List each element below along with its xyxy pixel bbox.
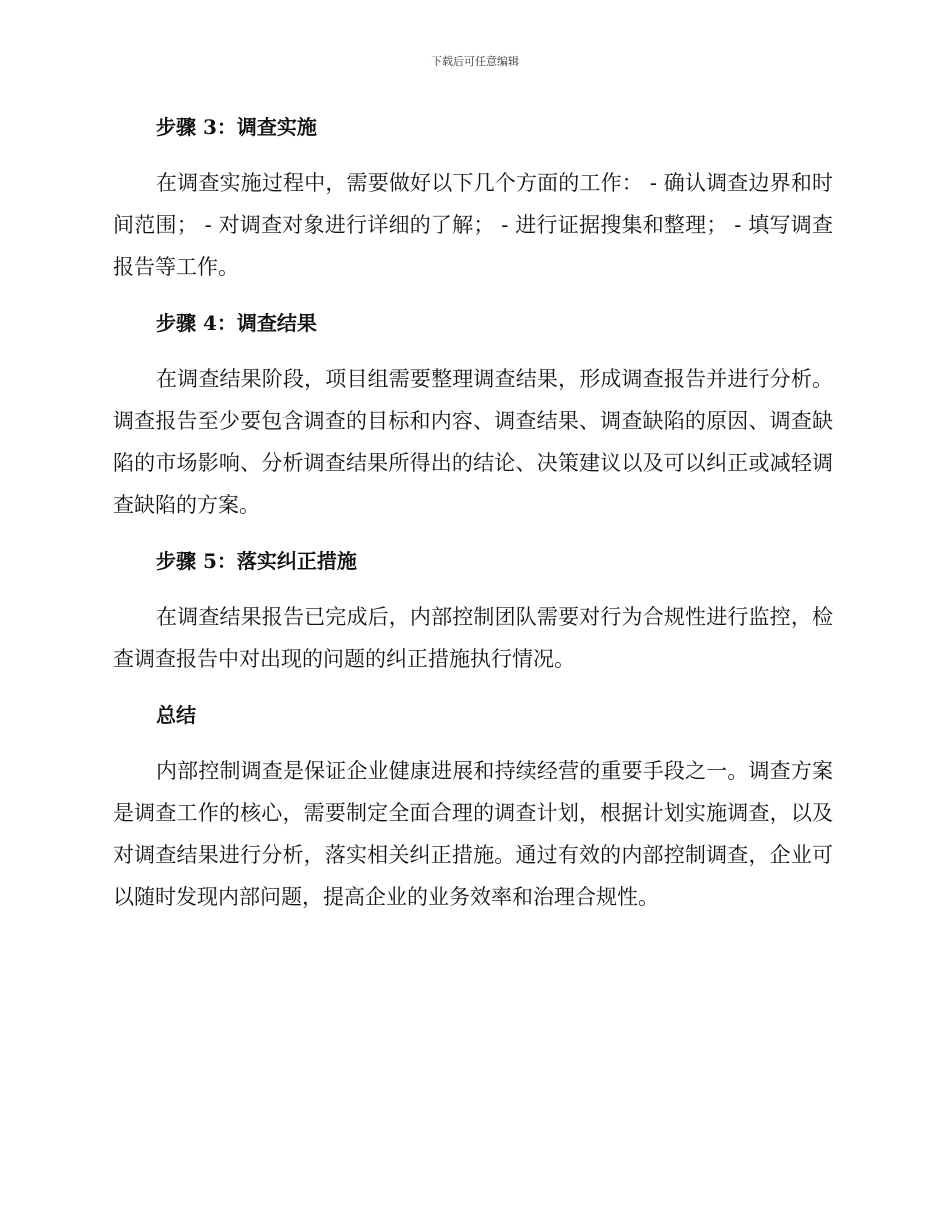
section-heading: 总结	[156, 703, 196, 727]
section-paragraph: 在调查结果报告已完成后，内部控制团队需要对行为合规性进行监控，检查调查报告中对出现的问题的纠正措施执行情况。	[113, 605, 833, 671]
section-paragraph: 在调查实施过程中，需要做好以下几个方面的工作： - 确认调查边界和时间范围； - 对调查对象进行详细的了解； - 进行证据搜集和整理； - 填写调查报告等工作。	[113, 171, 833, 279]
section-summary	[113, 698, 833, 918]
section-heading: 步骤 3：调查实施	[156, 115, 317, 139]
section-step-3	[113, 110, 833, 288]
section-paragraph: 在调查结果阶段，项目组需要整理调查结果，形成调查报告并进行分析。调查报告至少要包含调查的目标和内容、调查结果、调查缺陷的原因、调查缺陷的市场影响、分析调查结果所得出的结论、决策建议以及可以纠正或减轻调查缺陷的方案。	[113, 367, 833, 517]
section-step-5	[113, 544, 833, 680]
document-body	[113, 110, 833, 936]
page-header: 下载后可任意编辑	[431, 55, 519, 68]
section-step-4	[113, 306, 833, 526]
section-heading: 步骤 5：落实纠正措施	[156, 549, 357, 573]
section-paragraph: 内部控制调查是保证企业健康进展和持续经营的重要手段之一。调查方案是调查工作的核心，需要制定全面合理的调查计划，根据计划实施调查，以及对调查结果进行分析，落实相关纠正措施。通过有效的内部控制调查，企业可以随时发现内部问题，提高企业的业务效率和治理合规性。	[113, 759, 833, 909]
section-heading: 步骤 4：调查结果	[156, 311, 317, 335]
